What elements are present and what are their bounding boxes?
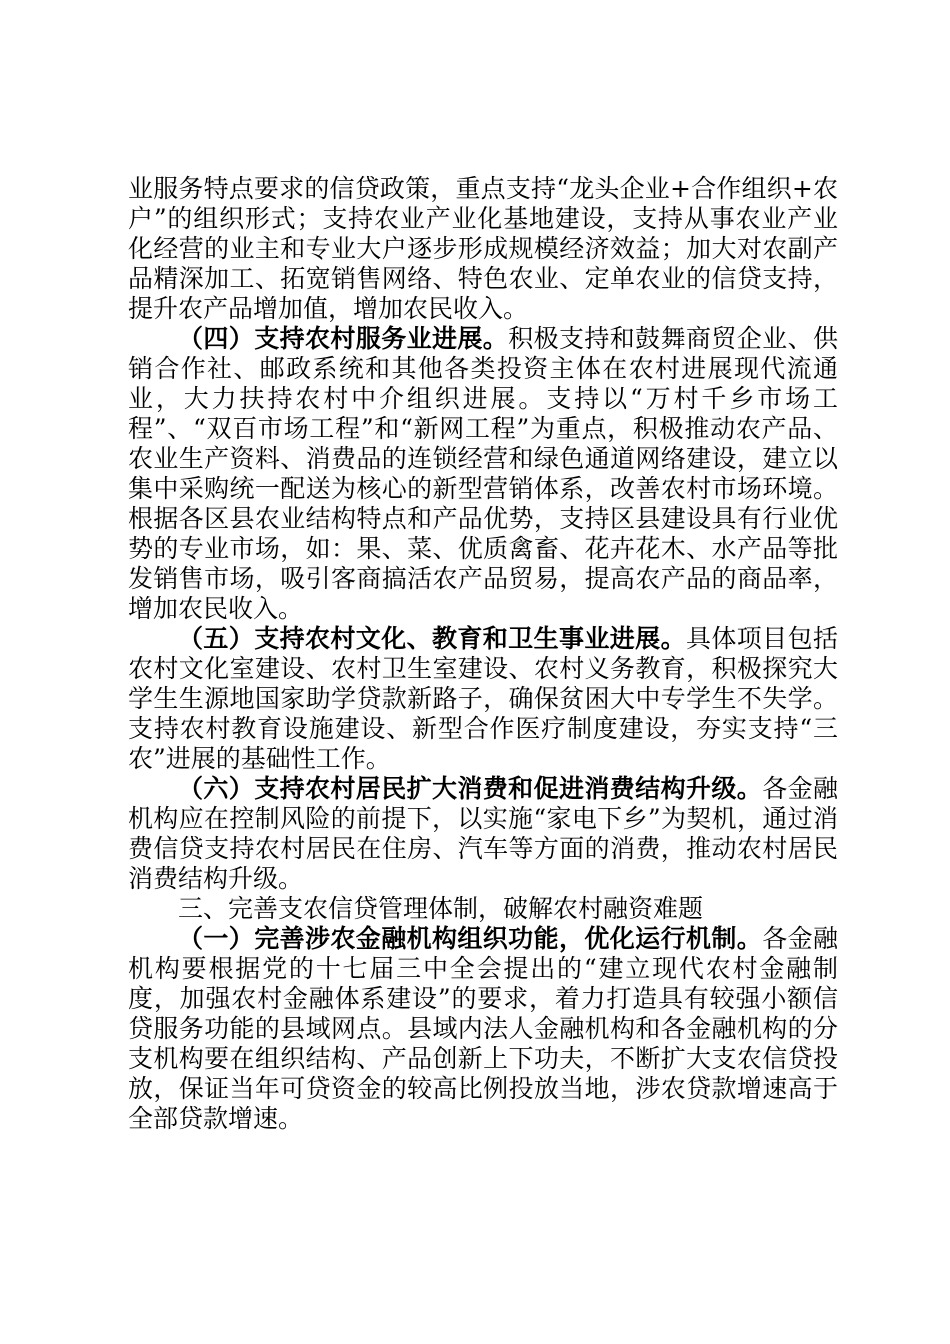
paragraph-heading: （六）支持农村居民扩大消费和促进消费结构升级。 xyxy=(178,774,763,803)
document-page xyxy=(128,174,838,1134)
paragraph-culture-education-health xyxy=(128,624,838,774)
paragraph-body: 积极支持和鼓舞商贸企业、供销合作社、邮政系统和其他各类投资主体在农村进展现代流通业，大力扶持农村中介组织进展。支持以“万村千乡市场工程”、“双百市场工程”和“新网工程”为重点，积极推动农产品、农业生产资料、消费品的连锁经营和绿色通道网络建设，建立以集中采购统一配送为核心的新型营销体系，改善农村市场环境。根据各区县农业结构特点和产品优势，支持区县建设具有行业优势的专业市场，如：果、菜、优质禽畜、花卉花木、水产品等批发销售市场，吸引客商搞活农产品贸易，提高农产品的商品率，增加农民收入。 xyxy=(128,324,838,623)
paragraph-financial-institutions xyxy=(128,924,838,1134)
section-title: 三、完善支农信贷管理体制，破解农村融资难题 xyxy=(178,894,704,923)
paragraph-body: 业服务特点要求的信贷政策，重点支持“龙头企业+合作组织+农户”的组织形式；支持农业产业化基地建设，支持从事农业产业化经营的业主和专业大户逐步形成规模经济效益；加大对农副产品精深加工、拓宽销售网络、特色农业、定单农业的信贷支持，提升农产品增加值，增加农民收入。 xyxy=(128,174,838,323)
paragraph-body: 具体项目包括农村文化室建设、农村卫生室建设、农村义务教育，积极探究大学生生源地国家助学贷款新路子，确保贫困大中专学生不失学。支持农村教育设施建设、新型合作医疗制度建设，夯实支持“三农”进展的基础性工作。 xyxy=(128,624,838,773)
paragraph-consumption xyxy=(128,774,838,894)
paragraph-heading: （五）支持农村文化、教育和卫生事业进展。 xyxy=(178,624,686,653)
paragraph-continued xyxy=(128,174,838,324)
paragraph-heading: （一）完善涉农金融机构组织功能，优化运行机制。 xyxy=(178,924,763,953)
paragraph-body: 各金融机构要根据党的十七届三中全会提出的“建立现代农村金融制度，加强农村金融体系建设”的要求，着力打造具有较强小额信贷服务功能的县域网点。县域内法人金融机构和各金融机构的分支机构要在组织结构、产品创新上下功夫，不断扩大支农信贷投放，保证当年可贷资金的较高比例投放当地，涉农贷款增速高于全部贷款增速。 xyxy=(128,924,838,1133)
paragraph-body: 各金融机构应在控制风险的前提下，以实施“家电下乡”为契机，通过消费信贷支持农村居民在住房、汽车等方面的消费，推动农村居民消费结构升级。 xyxy=(128,774,838,893)
paragraph-heading: （四）支持农村服务业进展。 xyxy=(178,324,509,353)
paragraph-service-industry xyxy=(128,324,838,624)
section-heading xyxy=(128,894,838,924)
